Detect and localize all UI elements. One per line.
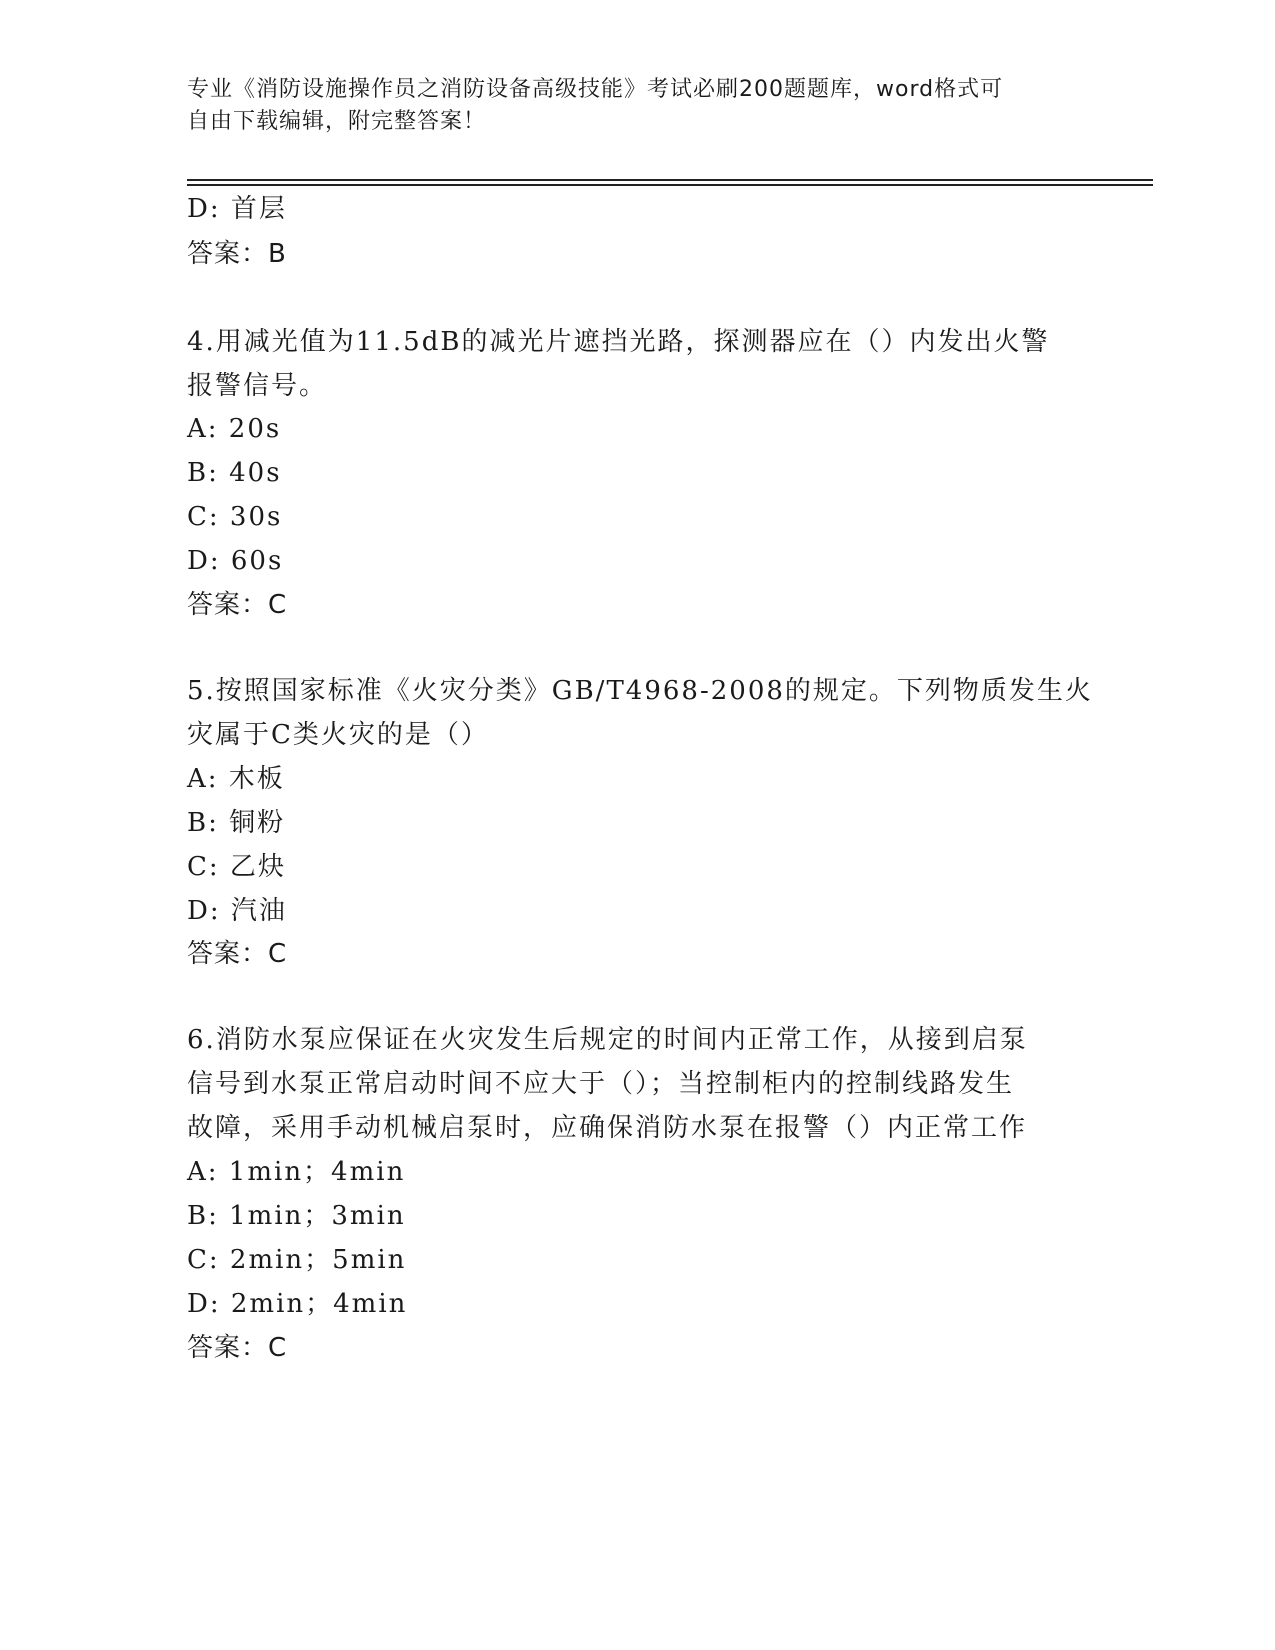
q4-option-a: A: 20s <box>187 414 282 444</box>
q5-option-c: C: 乙炔 <box>187 852 286 882</box>
q4-answer: 答案：C <box>187 590 288 620</box>
prev-answer: 答案：B <box>187 239 287 269</box>
document-header <box>187 74 1067 138</box>
q6-stem-line-2: 信号到水泵正常启动时间不应大于（）；当控制柜内的控制线路发生 <box>187 1069 1015 1099</box>
q4-option-d: D: 60s <box>187 546 284 576</box>
q6-option-a: A: 1min；4min <box>187 1157 406 1187</box>
q6-option-b: B: 1min；3min <box>187 1201 406 1231</box>
q5-answer: 答案：C <box>187 939 288 969</box>
q6-option-c: C: 2min；5min <box>187 1245 407 1275</box>
q4-stem-line-2: 报警信号。 <box>187 371 328 401</box>
q6-option-d: D: 2min；4min <box>187 1289 408 1319</box>
q6-stem-line-3: 故障，采用手动机械启泵时，应确保消防水泵在报警（）内正常工作 <box>187 1113 1028 1143</box>
q5-stem-line-2: 灾属于C类火灾的是（） <box>187 720 489 750</box>
header-divider-bottom <box>187 184 1153 186</box>
header-line-2: 自由下载编辑，附完整答案！ <box>187 109 487 134</box>
q5-option-b: B: 铜粉 <box>187 808 286 838</box>
q4-stem-line-1: 4.用减光值为11.5dB的减光片遮挡光路，探测器应在（）内发出火警 <box>187 327 1050 357</box>
header-line-1: 专业《消防设施操作员之消防设备高级技能》考试必刷200题题库，word格式可 <box>187 77 1004 102</box>
q4-option-c: C: 30s <box>187 502 283 532</box>
q5-stem-line-1: 5.按照国家标准《火灾分类》GB/T4968-2008的规定。下列物质发生火 <box>187 676 1093 706</box>
q6-stem-line-1: 6.消防水泵应保证在火灾发生后规定的时间内正常工作，从接到启泵 <box>187 1025 1028 1055</box>
q4-option-b: B: 40s <box>187 458 282 488</box>
q5-option-d: D: 汽油 <box>187 896 287 926</box>
header-divider-top <box>187 179 1153 181</box>
q5-option-a: A: 木板 <box>187 764 285 794</box>
q6-answer: 答案：C <box>187 1333 288 1363</box>
prev-option-d: D: 首层 <box>187 194 287 224</box>
